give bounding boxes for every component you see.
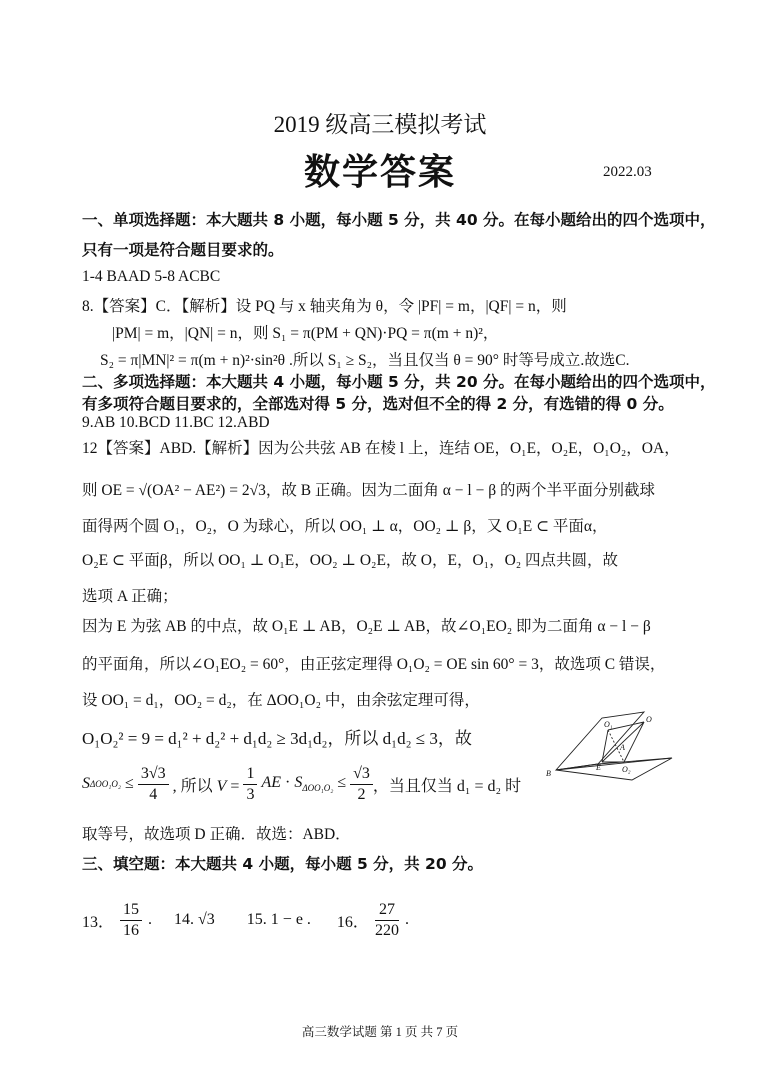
q12-line1: 12【答案】ABD.【解析】因为公共弦 AB 在棱 l 上，连结 OE，O₁E，O₂E，O₁O₂，OA， <box>82 440 680 457</box>
dihedral-sphere-figure <box>540 700 680 790</box>
section1-answers: 1-4 BAAD 5-8 ACBC <box>82 268 221 285</box>
area-symbol: S <box>82 775 90 792</box>
label-e: E <box>596 763 601 772</box>
q12-line11: 取等号，故选项 D 正确．故选：ABD． <box>82 826 351 843</box>
a16-label: 16． <box>336 913 369 931</box>
q12-line8: 设 OO₁ = d₁，OO₂ = d₂，在 ΔOO₁O₂ 中，由余弦定理可得， <box>82 692 480 709</box>
page-title: 2019 级高三模拟考试 <box>273 112 487 137</box>
a16-fraction: $\frac{27}{220}$ <box>374 900 399 939</box>
page-subtitle: 数学答案 <box>303 152 456 192</box>
section2-answers: 9.AB 10.BCD 11.BC 12.ABD <box>82 414 270 431</box>
date-label: 2022.03 <box>603 164 652 180</box>
label-a: A <box>620 743 625 752</box>
plane-beta <box>556 758 672 780</box>
section1-heading: 一、单项选择题：本大题共 8 小题，每小题 5 分，共 40 分。在每小题给出的四个选项中， <box>82 211 716 229</box>
label-o2: O₂ <box>622 765 631 774</box>
section3-heading: 三、填空题：本大题共 4 小题，每小题 5 分，共 20 分。 <box>82 855 484 873</box>
q12-line10: S ΔOO₁O₂ ≤ $\frac{3√3}{4}$ , 所以 V = $\frac{1}{3}$ AE · $S_{\Delta OO_1O_2}$ ≤ $\frac{√3}{2}$ ，当且仅当 d₁ = d₂ 时 <box>82 764 522 803</box>
a15: 15. 1 − e . <box>246 911 311 928</box>
fill-in-answers: 13． $\frac{15}{16}$ . 14. √3 15. 1 − e . 16． $\frac{27}{220}$ . <box>82 900 409 939</box>
section2-heading: 二、多项选择题：本大题共 4 小题，每小题 5 分，共 20 分。在每小题给出的四个选项中， <box>82 373 716 391</box>
fraction-1-3: $\frac{1}{3}$ <box>243 764 257 805</box>
q12-line4: O₂E ⊂ 平面β，所以 OO₁ ⊥ O₁E，OO₂ ⊥ O₂E，故 O，E，O₁，O₂ 四点共圆，故 <box>82 552 619 569</box>
section1-heading-cont: 只有一项是符合题目要求的。 <box>82 241 284 259</box>
q12-line3: 面得两个圆 O₁，O₂，O 为球心，所以 OO₁ ⊥ α，OO₂ ⊥ β，又 O₁E ⊂ 平面α， <box>82 518 608 535</box>
q8-line2: |PM| = m，|QN| = n，则 S₁ = π(PM + QN)·PQ = π(m + n)²， <box>112 325 499 342</box>
q8-line1: 8.【答案】C．【解析】设 PQ 与 x 轴夹角为 θ，令 |PF| = m，|QF| = n，则 <box>82 298 567 315</box>
fraction-3sqrt3-4: $\frac{3√3}{4}$ <box>138 764 169 805</box>
a13-fraction: $\frac{15}{16}$ <box>120 900 142 941</box>
fraction-sqrt3-2: $\frac{√3}{2}$ <box>350 764 373 805</box>
q12-line2: 则 OE = √(OA² − AE²) = 2√3，故 B 正确。因为二面角 α − l − β 的两个半平面分别截球 <box>82 482 655 499</box>
q12-line5: 选项 A 正确； <box>82 588 178 605</box>
area-subscript: ΔOO₁O₂ <box>90 779 122 789</box>
q12-line6: 因为 E 为弦 AB 的中点，故 O₁E ⊥ AB，O₂E ⊥ AB，故∠O₁EO₂ 即为二面角 α − l − β <box>82 618 651 635</box>
q12-line9: O₁O₂² = 9 = d₁² + d₂² + d₁d₂ ≥ 3d₁d₂，所以 d₁d₂ ≤ 3，故 <box>82 729 472 748</box>
q8-line3: S₂ = π|MN|² = π(m + n)²·sin²θ .所以 S₁ ≥ S₂，当且仅当 θ = 90° 时等号成立.故选C. <box>100 352 630 369</box>
label-b: B <box>546 769 551 778</box>
a14: 14. √3 <box>174 911 215 928</box>
a13-label: 13． <box>82 913 115 931</box>
label-o: O <box>646 715 652 724</box>
q12-line7: 的平面角，所以∠O₁EO₂ = 60°，由正弦定理得 O₁O₂ = OE sin 60° = 3，故选项 C 错误， <box>82 656 666 673</box>
edge-line <box>556 758 672 770</box>
section2-heading-cont: 有多项符合题目要求的，全部选对得 5 分，选对但不全的得 2 分，有选错的得 0 分。 <box>82 395 674 413</box>
page-footer: 高三数学试题 第 1 页 共 7 页 <box>301 1025 459 1039</box>
label-o1: O₁ <box>604 720 613 729</box>
